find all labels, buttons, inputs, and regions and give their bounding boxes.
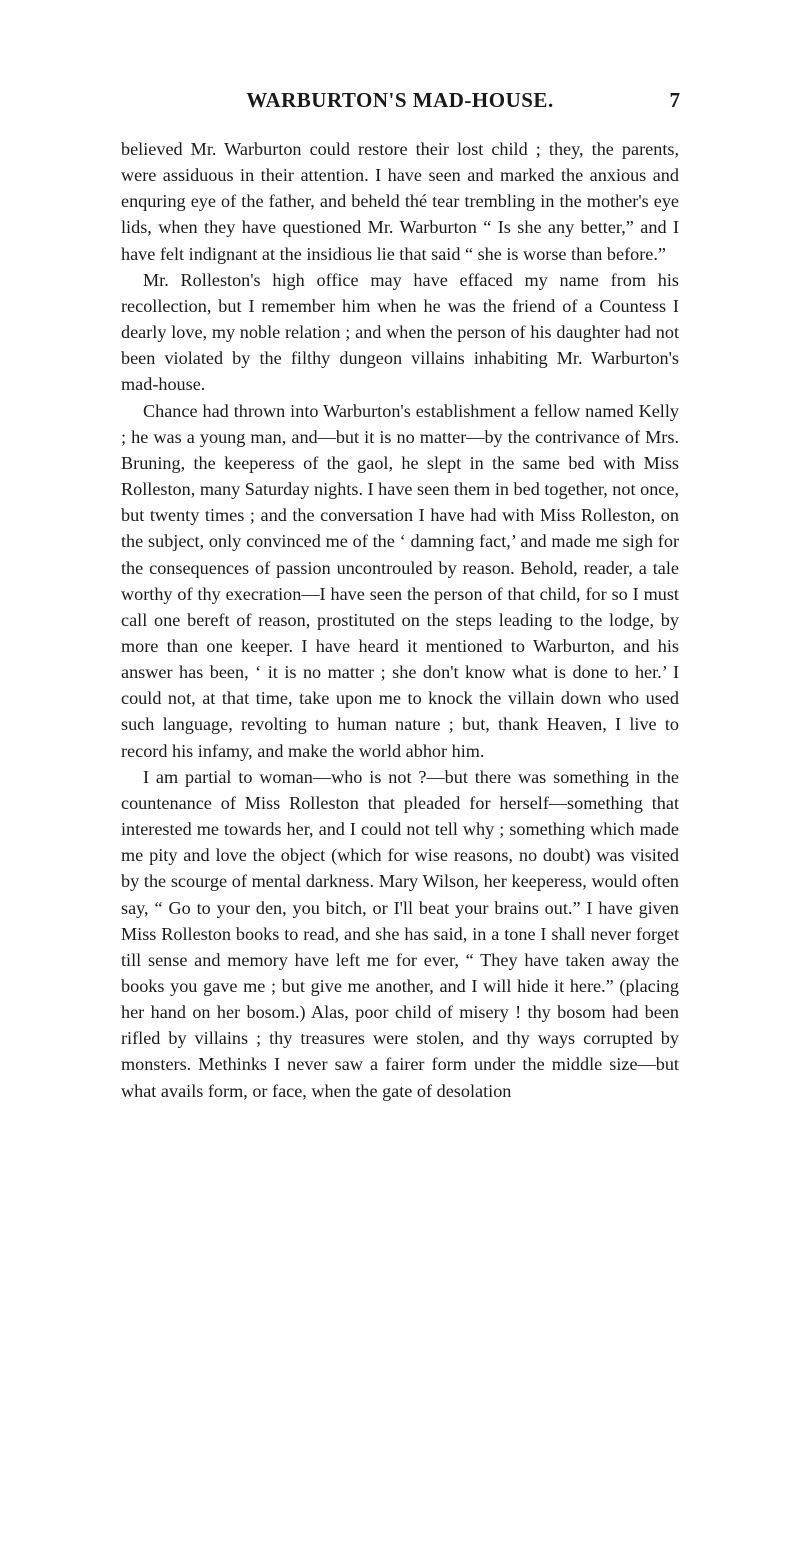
paragraph-3: Chance had thrown into Warburton's establishment a fellow named Kelly ; he was a young man, and—but it is no matter—by the contrivance of Mrs. Bruning, the keeperess of the gaol, he slept in the same bed with Miss Rolleston, many Saturday nights. I have seen them in bed together, not once, but twenty times ; and the conversation I have had with Miss Rolleston, on the subject, only convinced me of the ‘ damning fact,’ and made me sigh for the consequences of passion uncontrouled by reason. Behold, reader, a tale worthy of thy execration—I have seen the person of that child, for so I must call one bereft of reason, prostituted on the steps leading to the lodge, by more than one keeper. I have heard it mentioned to Warburton, and his answer has been, ‘ it is no matter ; she don't know what is done to her.’ I could not, at that time, take upon me to knock the villain down who used such language, revolting to human nature ; but, thank Heaven, I live to record his infamy, and make the world abhor him. — [121, 400, 679, 761]
body-text — [121, 136, 679, 1104]
page-number: 7 — [669, 88, 680, 112]
paragraph-4: I am partial to woman—who is not ?—but there was something in the countenance of Miss Rolleston that pleaded for herself—something that interested me towards her, and I could not tell why ; something which made me pity and love the object (which for wise reasons, no doubt) was visited by the scourge of mental darkness. Mary Wilson, her keeperess, would often say, “ Go to your den, you bitch, or I'll beat your brains out.” I have given Miss Rolleston books to read, and she has said, in a tone I shall never forget till sense and memory have left me for ever, “ They have taken away the books you gave me ; but give me another, and I will hide it here.” (placing her hand on her bosom.) Alas, poor child of misery ! thy bosom had been rifled by villains ; thy treasures were stolen, and thy ways corrupted by monsters. Methinks I never saw a fairer form under the middle size—but what avails form, or face, when the gate of desolation — [121, 766, 679, 1101]
running-head: WARBURTON'S MAD-HOUSE. — [246, 88, 554, 112]
page-header — [120, 88, 680, 120]
paragraph-1: believed Mr. Warburton could restore their lost child ; they, the parents, were assiduous in their attention. I have seen and marked the anxious and enquring eye of the father, and beheld thé tear trembling in the mother's eye lids, when they have questioned Mr. Warburton “ Is she any better,” and I have felt indignant at the insidious lie that said “ she is worse than before.” — [121, 139, 679, 264]
paragraph-2: Mr. Rolleston's high office may have effaced my name from his recollection, but I remember him when he was the friend of a Countess I dearly love, my noble relation ; and when the person of his daughter had not been violated by the filthy dungeon villains inhabiting Mr. Warburton's mad-house. — [121, 269, 679, 395]
